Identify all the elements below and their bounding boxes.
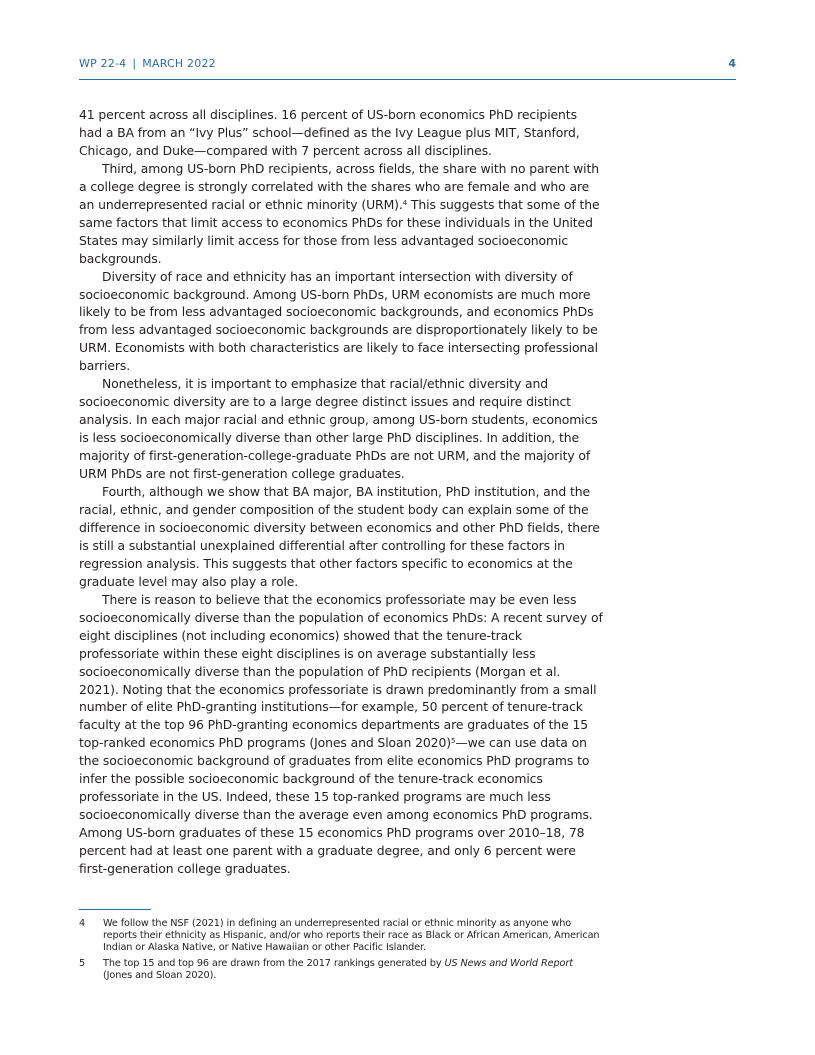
footnote-number: 4 <box>79 918 86 929</box>
footnote-5 <box>79 958 601 982</box>
series-label: WP 22-4 <box>79 57 127 70</box>
footnote-text: We follow the NSF (2021) in defining an underrepresented racial or ethnic minority as anyone who reports their ethnicity as Hispanic, and/or who reports their race as Black or African American, American Indian or Alaska Native, or Native Hawaiian or other Pacific Islander. <box>103 918 600 953</box>
paragraph-6 <box>79 591 603 878</box>
paragraph-6-text-a: There is reason to believe that the economics professoriate may be even less socioeconomically diverse than the population of economics PhDs: A recent survey of eight disciplines (not including economics) showed that the tenure-track professoriate within these eight disciplines is on average substantially less socioeconomically diverse than the population of PhD recipients (Morgan et al. 2021). Noting that the economics professoriate is drawn predominantly from a small number of elite PhD-granting institutions—for example, 50 percent of tenure-track faculty at the top 96 PhD-granting economics departments are graduates of the 15 top-ranked economics PhD programs (Jones and Sloan 2020) <box>79 591 603 751</box>
paragraph-5: Fourth, although we show that BA major, BA institution, PhD institution, and the racial, ethnic, and gender composition of the student body can explain some of the difference in socioeconomic diversity between economics and other PhD fields, there is still a substantial unexplained differential after controlling for these factors in regression analysis. This suggests that other factors specific to economics at the graduate level may also play a role. <box>79 484 600 589</box>
body-text <box>79 106 603 878</box>
footnote-ref-4[interactable]: 4 <box>402 198 408 207</box>
paragraph-2 <box>79 160 603 268</box>
page-number: 4 <box>728 57 736 70</box>
running-header <box>79 57 736 77</box>
paragraph-3: Diversity of race and ethnicity has an important intersection with diversity of socioeconomic background. Among US-born PhDs, URM economists are much more likely to be from less advantaged socioeconomic backgrounds, and economics PhDs from less advantaged socioeconomic backgrounds are disproportionately likely to be URM. Economists with both characteristics are likely to face intersecting professional barriers. <box>79 268 599 374</box>
paragraph-6-text-b: —we can use data on the socioeconomic background of graduates from elite economics PhD programs to infer the possible socioeconomic background of the tenure-track economics professoriate in the US. Indeed, these 15 top-ranked programs are much less socioeconomically diverse than the average even among economics PhD programs. Among US-born graduates of these 15 economics PhD programs over 2010–18, 78 percent had at least one parent with a graduate degree, and only 6 percent were first-generation college graduates. <box>79 735 593 877</box>
footnotes <box>79 918 601 987</box>
footnote-ref-5[interactable]: 5 <box>450 737 456 746</box>
footnote-4 <box>79 918 601 953</box>
footnote-text-a: The top 15 and top 96 are drawn from the 2017 rankings generated by <box>103 958 445 970</box>
footnote-number: 5 <box>79 958 86 970</box>
header-rule <box>79 79 736 80</box>
paragraph-1: 41 percent across all disciplines. 16 percent of US-born economics PhD recipients had a BA from an “Ivy Plus” school—defined as the Ivy League plus MIT, Stanford, Chicago, and Duke—compared with 7 percent across all disciplines. <box>79 107 580 158</box>
footnote-text-b: (Jones and Sloan 2020). <box>103 970 217 982</box>
header-left <box>79 57 216 70</box>
paragraph-2-text-b: This suggests that some of the same factors that limit access to economics PhDs for these individuals in the United States may similarly limit access for those from less advantaged socioeconomic backgrounds. <box>79 196 600 266</box>
paragraph-2-text-a: Third, among US-born PhD recipients, across fields, the share with no parent with a college degree is strongly correlated with the shares who are female and who are an underrepresented racial or ethnic minority (URM). <box>79 160 600 212</box>
footnote-rule <box>79 909 151 910</box>
header-separator: | <box>132 57 137 70</box>
footnote-italic-title: US News and World Report <box>444 958 573 970</box>
paragraph-4: Nonetheless, it is important to emphasize that racial/ethnic diversity and socioeconomic diversity are to a large degree distinct issues and require distinct analysis. In each major racial and ethnic group, among US-born students, economics is less socioeconomically diverse than other large PhD disciplines. In addition, the majority of first-generation-college-graduate PhDs are not URM, and the majority of URM PhDs are not first-generation college graduates. <box>79 376 598 482</box>
date-label: MARCH 2022 <box>142 57 216 70</box>
